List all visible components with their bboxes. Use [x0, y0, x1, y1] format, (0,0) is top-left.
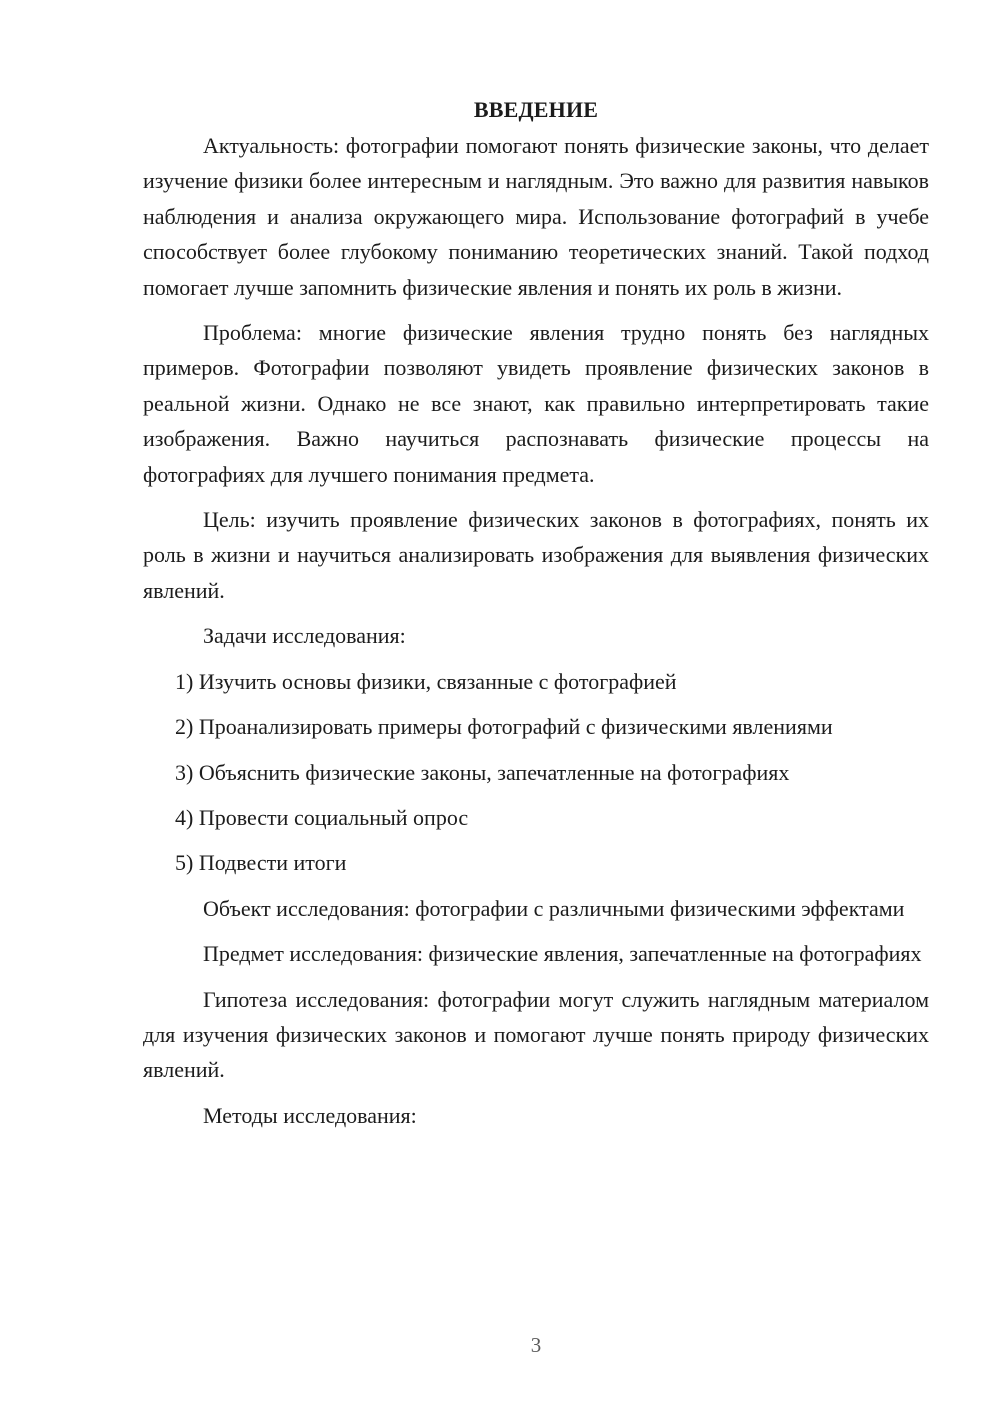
tasks-title: Задачи исследования: — [203, 623, 406, 649]
problem-paragraph: Проблема: многие физические явления трудно понять без наглядных примеров. Фотографии позволяют увидеть проявление физических законов в реальной жизни. Однако не все знают, как правильно интерпретировать такие изображения. Важно научиться распознавать физические процессы на фотографиях для лучшего понимания предмета. — [143, 320, 929, 487]
task-item: 5) Подвести итоги — [175, 850, 347, 876]
page-number: 3 — [530, 1333, 542, 1357]
tasks-list — [143, 664, 929, 881]
task-item: 1) Изучить основы физики, связанные с фотографией — [175, 668, 677, 694]
task-item: 2) Проанализировать примеры фотографий с физическими явлениями — [175, 714, 833, 740]
relevance-paragraph: Актуальность: фотографии помогают понять физические законы, что делает изучение физики более интересным и наглядным. Это важно для развития навыков наблюдения и анализа окружающего мира. Использование фотографий в учебе способствует более глубокому пониманию теоретических знаний. Такой подход помогает лучше запомнить физические явления и понять их роль в жизни. — [143, 133, 929, 300]
task-item: 4) Провести социальный опрос — [175, 804, 469, 830]
document-page — [143, 92, 929, 1143]
object-paragraph: Объект исследования: фотографии с различными физическими эффектами — [203, 895, 905, 921]
hypothesis-paragraph: Гипотеза исследования: фотографии могут служить наглядным материалом для изучения физических законов и помогают лучше понять природу физических явлений. — [143, 986, 929, 1083]
task-item: 3) Объяснить физические законы, запечатленные на фотографиях — [175, 759, 790, 785]
goal-paragraph: Цель: изучить проявление физических законов в фотографиях, понять их роль в жизни и научиться анализировать изображения для выявления физических явлений. — [143, 507, 929, 603]
section-heading: ВВЕДЕНИЕ — [473, 97, 599, 122]
methods-title: Методы исследования: — [203, 1102, 417, 1128]
subject-paragraph: Предмет исследования: физические явления, запечатленные на фотографиях — [203, 941, 922, 967]
